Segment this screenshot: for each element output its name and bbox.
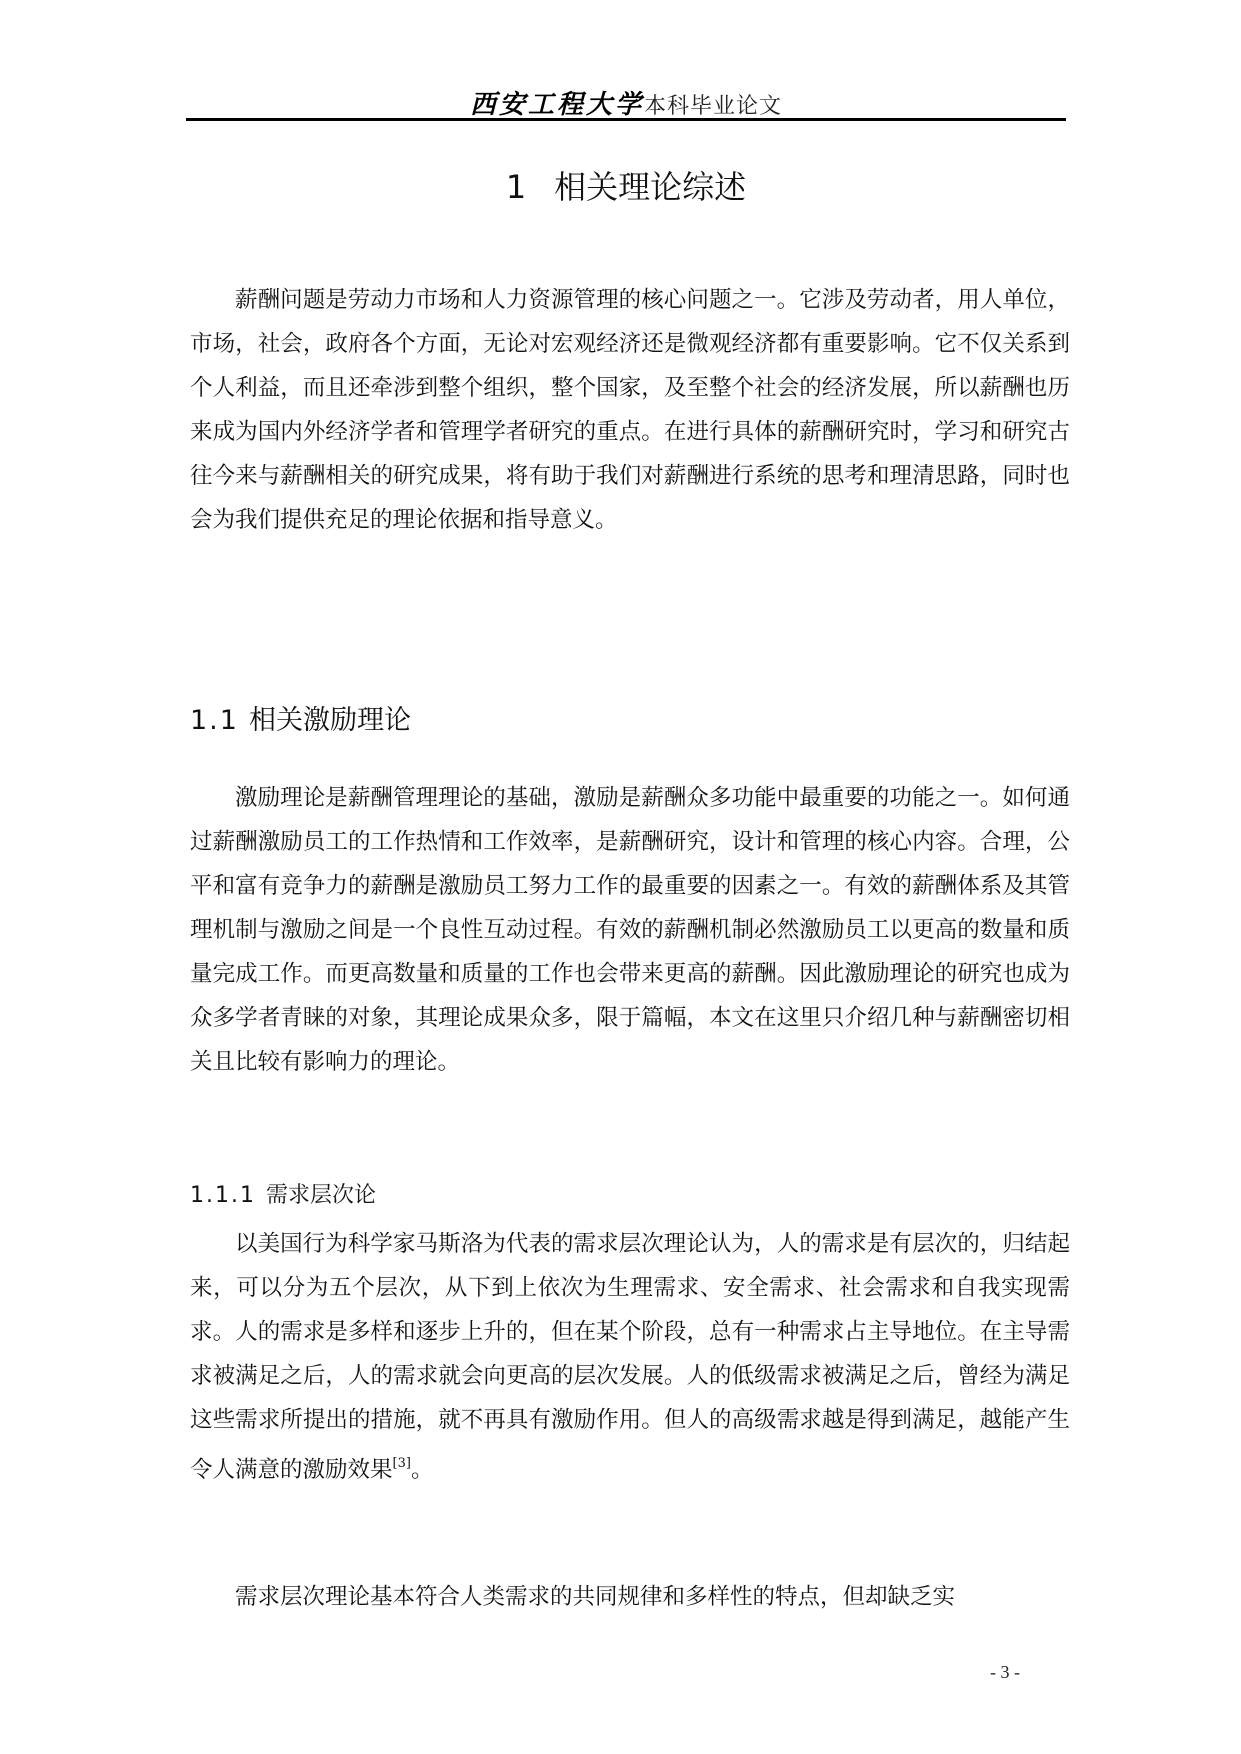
section-title: 相关激励理论: [248, 705, 411, 736]
hierarchy-paragraph-text: 以美国行为科学家马斯洛为代表的需求层次理论认为，人的需求是有层次的，归结起来，可以分为五个层次，从下到上依次为生理需求、安全需求、社会需求和自我实现需求。人的需求是多样和逐步上升的，但在某个阶段，总有一种需求占主导地位。在主导需求被满足之后，人的需求就会向更高的层次发展。人的低级需求被满足之后，曾经为满足这些需求所提出的措施，就不再具有激励作用。但人的高级需求越是得到满足，越能产生令人满意的激励效果: [190, 1231, 1070, 1483]
subsection-number: 1.1.1: [190, 1183, 256, 1208]
chapter-title-text: 相关理论综述: [554, 168, 747, 206]
hierarchy-paragraph-end: 。: [410, 1457, 434, 1483]
motivation-paragraph: 激励理论是薪酬管理理论的基础，激励是薪酬众多功能中最重要的功能之一。如何通过薪酬激励员工的工作热情和工作效率，是薪酬研究，设计和管理的核心内容。合理，公平和富有竞争力的薪酬是激励员工努力工作的最重要的因素之一。有效的薪酬体系及其管理机制与激励之间是一个良性互动过程。有效的薪酬机制必然激励员工以更高的数量和质量完成工作。而更高数量和质量的工作也会带来更高的薪酬。因此激励理论的研究也成为众多学者青睐的对象，其理论成果众多，限于篇幅，本文在这里只介绍几种与薪酬密切相关且比较有影响力的理论。: [190, 785, 1070, 1075]
header-rule: [186, 118, 1066, 121]
chapter-title: [186, 162, 1066, 208]
citation-ref[interactable]: [3]: [392, 1456, 411, 1471]
subsection-heading-1-1-1: [190, 1178, 376, 1209]
section-heading-1-1: [190, 698, 411, 737]
hierarchy-paragraph: [190, 1222, 1070, 1492]
intro-paragraph: 薪酬问题是劳动力市场和人力资源管理的核心问题之一。它涉及劳动者，用人单位，市场，社会，政府各个方面，无论对宏观经济还是微观经济都有重要影响。它不仅关系到个人利益，而且还牵涉到整个组织，整个国家，及至整个社会的经济发展，所以薪酬也历来成为国内外经济学者和管理学者研究的重点。在进行具体的薪酬研究时，学习和研究古往今来与薪酬相关的研究成果，将有助于我们对薪酬进行系统的思考和理清思路，同时也会为我们提供充足的理论依据和指导意义。: [190, 287, 1070, 533]
thesis-type: 本科毕业论文: [644, 94, 783, 119]
page-header: [186, 84, 1066, 121]
chapter-number: 1: [505, 168, 527, 206]
section-number: 1.1: [190, 705, 239, 736]
university-name: 西安工程大学: [469, 90, 644, 120]
subsection-title: 需求层次论: [265, 1183, 376, 1208]
page-number: - 3 -: [990, 1662, 1020, 1682]
hierarchy-paragraph-2: 需求层次理论基本符合人类需求的共同规律和多样性的特点，但却缺乏实: [235, 1584, 956, 1610]
